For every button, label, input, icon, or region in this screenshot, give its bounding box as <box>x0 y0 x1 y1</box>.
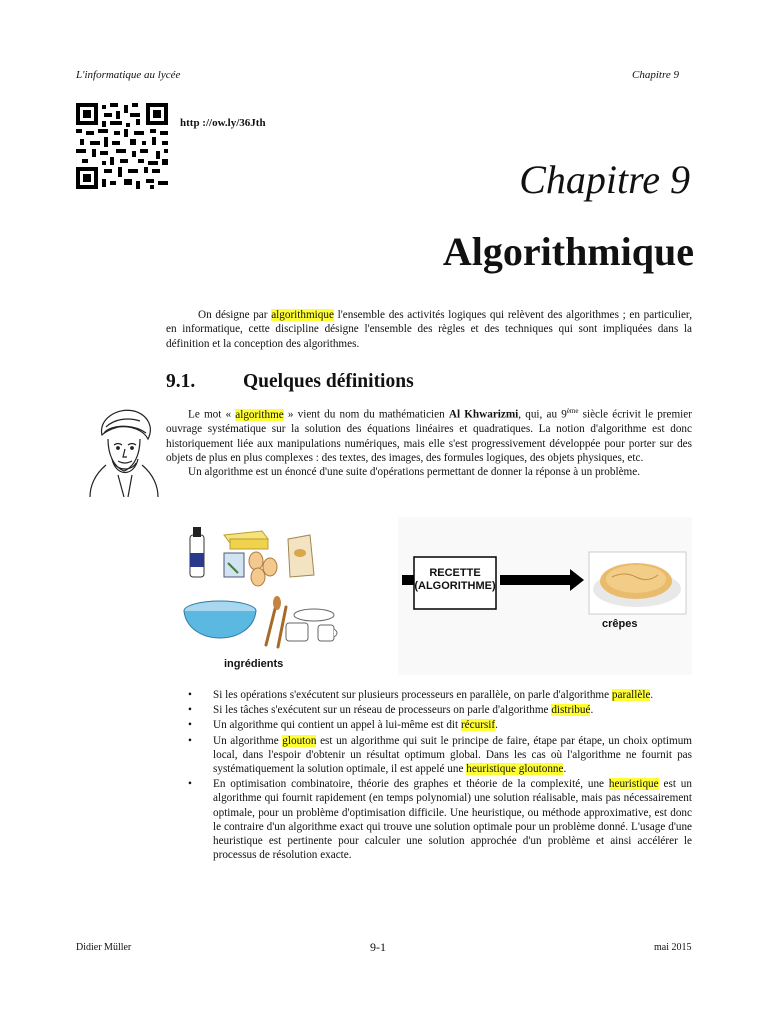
list-item-end: . <box>590 704 594 717</box>
intro-paragraph <box>166 308 692 351</box>
list-item: • Un algorithme glouton est un algorithme qui suit le principe de faire, étape par étape, un choix optimum local, dans l'espoir d'obtenir un résultat optimum global. Dans les cas où l'algorithme ne fournit pas systématiquement la solution optimale, il est appelé une heuristique gloutonne. <box>188 734 692 776</box>
section-title: Quelques définitions <box>243 371 414 392</box>
def-text-d: siècle écrivit le premier ouvrage systématique sur la solution des équations linéaires et quadratiques. La notion d'algorithme est donc historiquement liée aux manipulations numériques, mais elle s'est progressivement développée pour porter sur des objets de plus en plus complexes : des textes, des images, des formules logiques, des objets physiques, etc. <box>166 408 692 464</box>
recipe-diagram <box>174 517 692 675</box>
qr-code-image[interactable] <box>76 103 168 189</box>
list-item-text: Si les tâches s'exécutent sur un réseau de processeurs on parle d'algorithme <box>213 704 552 717</box>
list-item: • En optimisation combinatoire, théorie des graphes et théorie de la complexité, une heuristique est un algorithme qui fournit rapidement (en temps polynomial) une solution réalisable, mais pas nécessairement optimale, pour un problème d'optimisation difficile. Une heuristique, ou méthode approximative, est donc le contraire d'un algorithme exact qui trouve une solution optimale pour un problème donné. L'usage d'une heuristique est pertinente pour calculer une solution approchée d'un problème et ainsi accélérer le processus de résolution exacte. <box>188 778 692 862</box>
footer-page-number: 9-1 <box>370 940 386 954</box>
def-text-b: » vient du nom du mathématicien <box>283 408 449 421</box>
al-khwarizmi-portrait <box>88 405 160 497</box>
chapter-number: Chapitre 9 <box>519 157 690 202</box>
list-item-text: Un algorithme qui contient un appel à lui-même est dit <box>213 719 461 732</box>
running-header-left: L'informatique au lycée <box>76 69 181 81</box>
footer-date: mai 2015 <box>654 942 692 953</box>
footer-author: Didier Müller <box>76 942 132 953</box>
list-item: • Si les opérations s'exécutent sur plusieurs processeurs en parallèle, on parle d'algorithme parallèle. <box>188 689 654 701</box>
term-algorithme: algorithme <box>235 408 284 421</box>
sugar-box-icon <box>224 553 244 577</box>
ingredients-label: ingrédients <box>224 658 284 670</box>
list-item-text: En optimisation combinatoire, théorie des graphes et théorie de la complexité, une <box>213 778 609 791</box>
list-item: • Un algorithme qui contient un appel à lui-même est dit récursif. <box>188 719 498 732</box>
list-item-end: . <box>495 719 498 732</box>
list-item: • Si les tâches s'exécutent sur un réseau de processeurs on parle d'algorithme distribué. <box>188 704 594 717</box>
arrow-to-result <box>500 569 584 591</box>
term-algorithmique: algorithmique <box>271 309 334 321</box>
def-text-c: , qui, au 9 <box>518 408 567 421</box>
list-item-text: Un algorithme <box>213 734 283 747</box>
short-url-link[interactable]: http ://ow.ly/36Jth <box>180 117 266 129</box>
definitions-block <box>166 404 692 480</box>
crepes-photo <box>589 552 686 614</box>
term-heuristique: heuristique <box>608 778 659 791</box>
list-item-end: . <box>563 763 567 776</box>
list-item-end: . <box>650 689 654 701</box>
term-recursif: récursif <box>460 719 496 732</box>
term-glouton: glouton <box>282 734 317 747</box>
intro-text-end: l'ensemble des activités logiques qui relèvent des algorithmes ; en particulier, en informatique, cette discipline désigne l'ensemble des règles et des techniques qui sont impliquées dans la définition et la conception des algorithmes. <box>166 309 692 350</box>
superscript: ème <box>566 407 579 415</box>
list-item-text: Si les opérations s'exécutent sur plusieurs processeurs en parallèle, on parle d'algorithme <box>213 689 612 701</box>
chapter-title: Algorithmique <box>442 229 694 274</box>
definition-paragraph-1 <box>166 404 692 465</box>
recipe-figure <box>174 517 692 675</box>
crepes-label: crêpes <box>602 618 638 630</box>
recipe-box-label-1: RECETTE <box>429 567 481 579</box>
recipe-box-label-2: (ALGORITHME) <box>414 580 496 592</box>
definition-paragraph-2: Un algorithme est un énoncé d'une suite d'opérations permettant de donner la réponse à un problème. <box>188 466 641 479</box>
algorithm-types-list <box>166 688 692 863</box>
list-item-text-mid: est un algorithme qui suit le principe de faire, étape par étape, un choix optimum local, dans l'espoir d'obtenir un résultat optimum global. Dans les cas où l'algorithme ne fournit pas systématiquement la solution optimale, il est appelé une <box>213 734 692 776</box>
intro-text: On désigne par <box>198 309 272 321</box>
section-number: 9.1. <box>166 371 196 392</box>
running-header-right: Chapitre 9 <box>632 69 679 81</box>
section-heading <box>166 371 414 393</box>
def-text-a: Le mot « <box>188 408 236 421</box>
term-distribue: distribué <box>551 704 591 717</box>
flour-bag-icon <box>288 535 314 577</box>
term-heuristique-gloutonne: heuristique gloutonne <box>466 763 564 776</box>
term-parallele: parallèle <box>611 689 651 701</box>
mathematician-name: Al Khwarizmi <box>448 408 519 421</box>
list-item-end: est un algorithme qui fournit rapidement (en temps polynomial) une solution réalisable, mais pas nécessairement optimale, pour un problème d'optimisation difficile. Une heuristique, ou méthode approximative, est donc le contraire d'un algorithme exact qui trouve une solution optimale pour un problème donné. L'usage d'une heuristique est pertinente pour calculer une solution approchée d'un problème et ainsi accélérer le processus de résolution exacte. <box>213 778 692 862</box>
